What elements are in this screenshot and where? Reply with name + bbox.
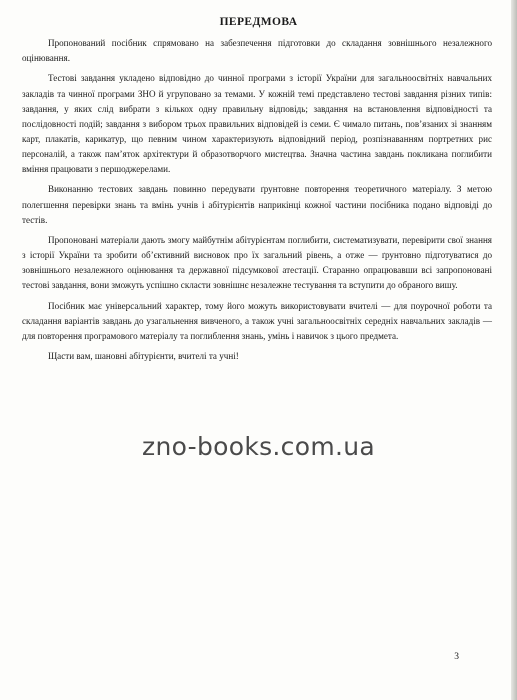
page-title: ПЕРЕДМОВА — [219, 16, 298, 28]
paragraph-audience: Посібник має універсальний характер, тому його можуть використовувати вчителі — для поурочної роботи та складання варіантів завдань до узагальнення вивченого, а також учні загальноосвітніх середніх навчальних закладів — для повторення програмового матеріалу та поглиблення знань, умінь і навичок з цього предмета. — [22, 300, 492, 341]
preface-body — [22, 36, 492, 370]
watermark-text: zno-books.com.ua — [142, 432, 375, 461]
page-binding-edge — [511, 0, 517, 700]
page-number: 3 — [454, 652, 459, 662]
paragraph-closing: Щасти вам, шановні абітурієнти, вчителі та учні! — [48, 351, 239, 362]
paragraph-benefits: Пропоновані матеріали дають змогу майбутнім абітурієнтам поглибити, систематизувати, перевірити свої знання з історії України та зробити об’єктивний висновок про їх загальний рівень, а отже — ґрунтовно підготуватися до зовнішнього незалежного оцінювання та державної підсумкової атестації. Старанно опрацювавши всі запропоновані тестові завдання, вони зможуть успішно скласти зовнішнє незалежне тестування та вступити до обраного вишу. — [22, 235, 492, 291]
paragraph-test-types: Тестові завдання укладено відповідно до чинної програми з історії України для загальноосвітніх навчальних закладів та чинної програми ЗНО й угруповано за темами. У кожній темі представлено тестові завдання різних типів: завдання, у яких слід вибрати з кількох одну правильну відповідь; завдання на встановлення відповідності та послідовності подій; завдання з вибором трьох правильних відповідей із семи. Є чимало питань, пов’язаних зі знанням карт, плакатів, карикатур, що певним чином характеризують відповідний період, розпізнаванням портретних рис персоналій, а також пам’яток архітектури й образотворчого мистецтва. Значна частина завдань покликана поглибити вміння працювати з першоджерелами. — [22, 73, 492, 175]
paragraph-purpose: Пропонований посібник спрямовано на забезпечення підготовки до складання зовнішнього незалежного оцінювання. — [22, 38, 492, 64]
paragraph-answers: Виконанню тестових завдань повинно передувати ґрунтовне повторення теоретичного матеріалу. З метою полегшення перевірки знань та вмінь учнів і абітурієнтів наприкінці кожної частини посібника подано відповіді до тестів. — [22, 184, 492, 225]
